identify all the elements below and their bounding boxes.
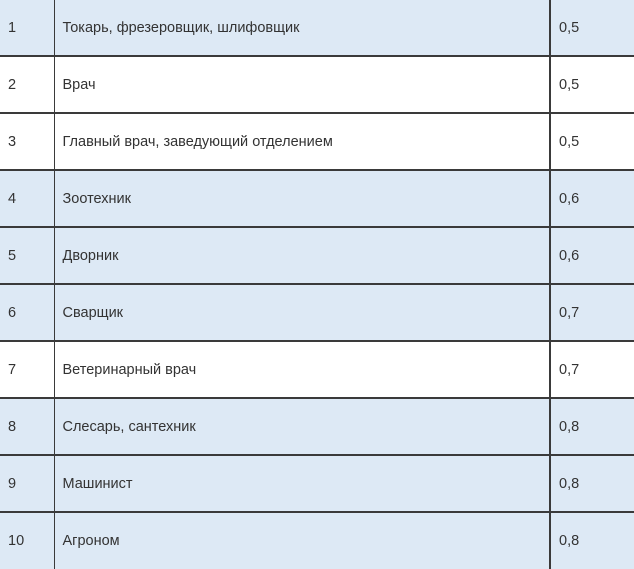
row-number-cell: 8 [0,398,54,455]
coefficient-cell: 0,5 [550,113,634,170]
profession-cell: Дворник [54,227,550,284]
coefficient-cell: 0,7 [550,284,634,341]
table-row [0,113,634,170]
profession-cell: Врач [54,56,550,113]
coefficient-cell: 0,8 [550,455,634,512]
table-row [0,398,634,455]
row-number-cell: 1 [0,0,54,56]
row-number-cell: 2 [0,56,54,113]
table-row [0,455,634,512]
coefficient-cell: 0,5 [550,0,634,56]
row-number-cell: 5 [0,227,54,284]
table-row [0,170,634,227]
profession-cell: Токарь, фрезеровщик, шлифовщик [54,0,550,56]
profession-cell: Машинист [54,455,550,512]
row-number-cell: 7 [0,341,54,398]
profession-cell: Слесарь, сантехник [54,398,550,455]
profession-cell: Главный врач, заведующий отделением [54,113,550,170]
profession-cell: Зоотехник [54,170,550,227]
table-row [0,0,634,56]
profession-cell: Агроном [54,512,550,569]
table-row [0,56,634,113]
row-number-cell: 6 [0,284,54,341]
row-number-cell: 10 [0,512,54,569]
coefficient-cell: 0,6 [550,170,634,227]
row-number-cell: 3 [0,113,54,170]
coefficient-cell: 0,7 [550,341,634,398]
coefficient-cell: 0,5 [550,56,634,113]
profession-cell: Ветеринарный врач [54,341,550,398]
coefficient-cell: 0,8 [550,512,634,569]
table-row [0,341,634,398]
row-number-cell: 4 [0,170,54,227]
row-number-cell: 9 [0,455,54,512]
coefficient-cell: 0,6 [550,227,634,284]
table-row [0,284,634,341]
table-row [0,227,634,284]
table-row [0,512,634,569]
profession-cell: Сварщик [54,284,550,341]
coefficient-cell: 0,8 [550,398,634,455]
